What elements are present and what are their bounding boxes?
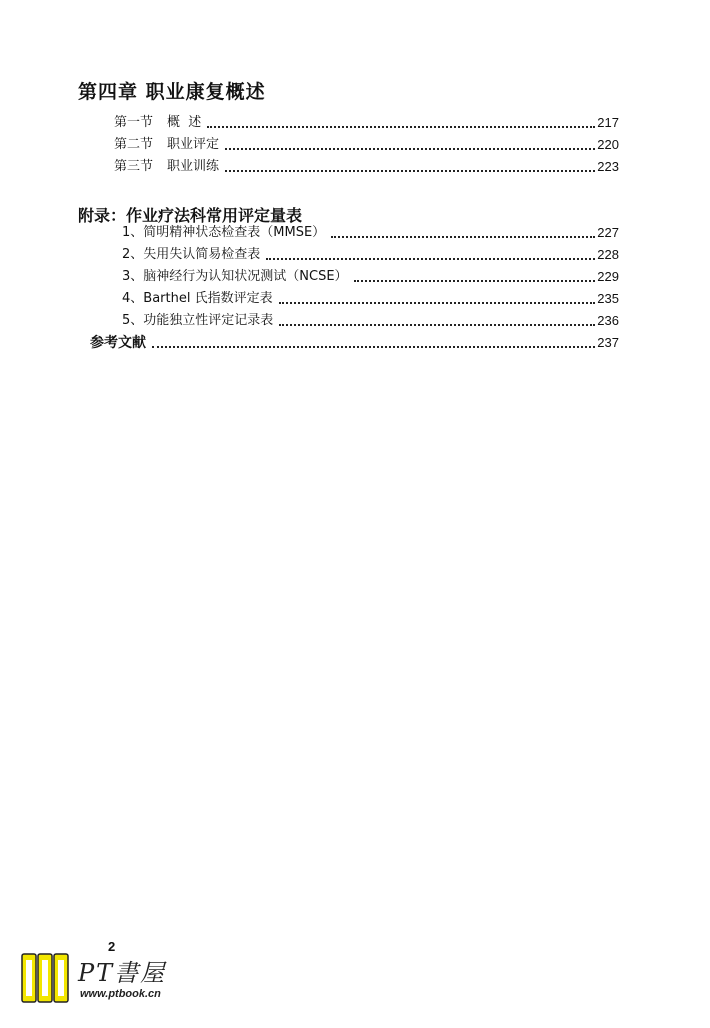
toc-entry-appendix-4[interactable]: [122, 289, 619, 309]
section-number: 第二节: [114, 137, 154, 152]
book-icon: [16, 950, 72, 1008]
dot-leader: [279, 323, 595, 326]
footer-page-number: 2: [108, 939, 116, 954]
section-number: 第一节: [114, 115, 154, 130]
page-number: 237: [597, 335, 619, 350]
ptbook-logo: [16, 950, 196, 1010]
dot-leader: [331, 235, 595, 238]
page-number: 236: [597, 313, 619, 328]
page-number: 223: [597, 159, 619, 174]
dot-leader: [266, 257, 595, 260]
logo-text: PT書屋: [78, 959, 167, 987]
dot-leader: [279, 301, 596, 304]
toc-entry-section-3[interactable]: [114, 157, 619, 177]
chapter-title: 第四章 职业康复概述: [78, 81, 266, 103]
dot-leader: [225, 169, 595, 172]
section-number: 第三节: [114, 159, 154, 174]
dot-leader: [207, 125, 595, 128]
page-number: 235: [597, 291, 619, 306]
toc-entry-appendix-5[interactable]: [122, 311, 619, 331]
appendix-title: 附录：作业疗法科常用评定量表: [78, 206, 303, 225]
appendix-item-title: 4、Barthel 氏指数评定表: [122, 291, 273, 306]
section-title: 概 述: [167, 115, 202, 130]
page-number: 220: [597, 137, 619, 152]
dot-leader: [225, 147, 595, 150]
appendix-item-title: 3、脑神经行为认知状况测试（NCSE）: [122, 269, 348, 284]
section-title: 职业训练: [167, 159, 220, 174]
appendix-item-title: 5、功能独立性评定记录表: [122, 313, 274, 328]
toc-entry-references[interactable]: [90, 333, 619, 353]
toc-entry-section-1[interactable]: [114, 113, 619, 133]
page-number: 228: [597, 247, 619, 262]
page-number: 217: [597, 115, 619, 130]
toc-entry-section-2[interactable]: [114, 135, 619, 155]
page-number: 227: [597, 225, 619, 240]
dot-leader: [354, 279, 596, 282]
dot-leader: [152, 345, 595, 348]
toc-entry-appendix-2[interactable]: [122, 245, 619, 265]
toc-entry-appendix-1[interactable]: [122, 223, 619, 243]
appendix-item-title: 1、简明精神状态检查表（MMSE）: [122, 225, 326, 240]
logo-url: www.ptbook.cn: [80, 988, 161, 1000]
references-title: 参考文献: [90, 335, 146, 351]
appendix-item-title: 2、失用失认简易检查表: [122, 247, 261, 262]
section-title: 职业评定: [167, 137, 220, 152]
toc-entry-appendix-3[interactable]: [122, 267, 619, 287]
page-number: 229: [597, 269, 619, 284]
